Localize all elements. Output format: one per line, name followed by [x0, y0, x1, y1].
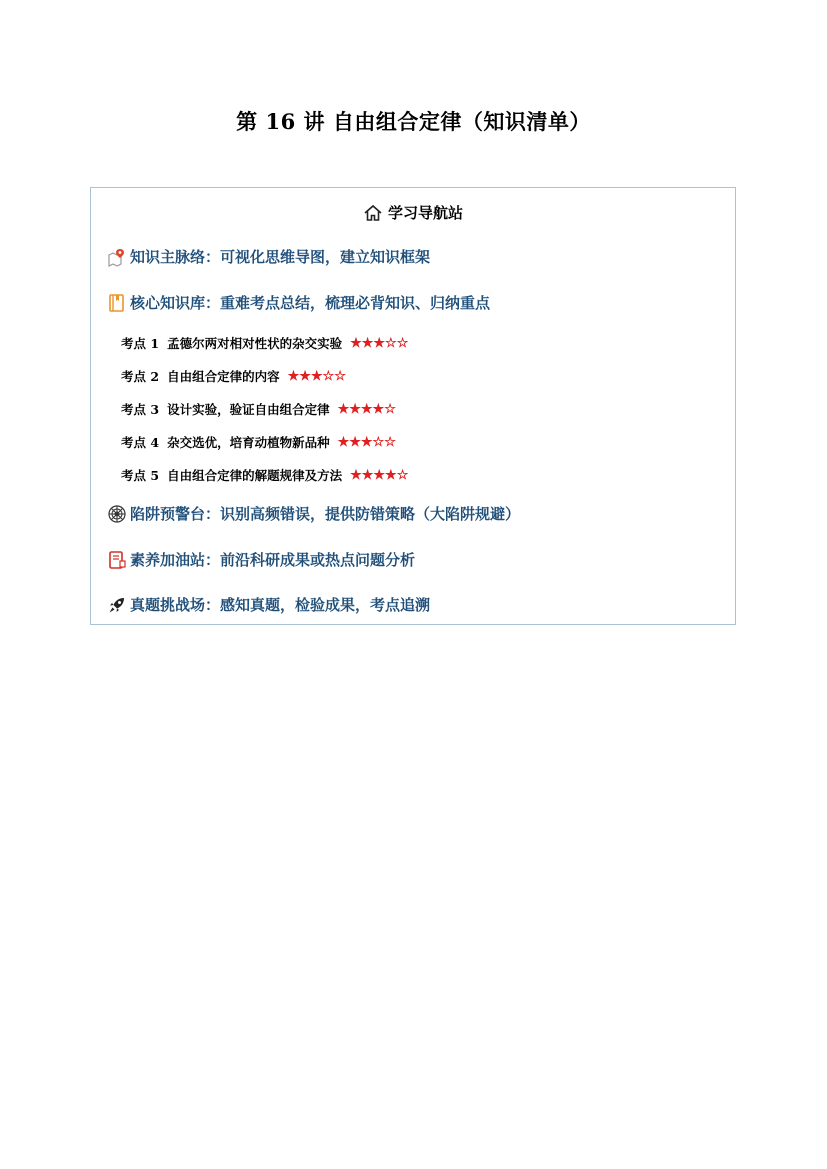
section-desc: ：重难考点总结，梳理必背知识、归纳重点 [205, 294, 491, 312]
section-desc: ：前沿科研成果或热点问题分析 [205, 551, 416, 569]
point-text: 设计实验，验证自由组合定律 [167, 402, 330, 417]
nav-header [91, 202, 735, 223]
exam-point-5[interactable] [121, 466, 408, 484]
home-icon [363, 203, 383, 223]
section-core-knowledge[interactable] [107, 292, 490, 313]
map-pin-icon [107, 247, 127, 267]
page-title: 第 16 讲 自由组合定律（知识清单） [236, 109, 591, 134]
point-label: 考点 3 [121, 402, 160, 417]
section-desc: ：识别高频错误，提供防错策略（大陷阱规避） [205, 505, 521, 523]
rating-stars: ★★★★☆ [350, 467, 409, 483]
section-exam-challenge[interactable] [107, 594, 430, 615]
rating-stars: ★★★★☆ [337, 401, 396, 417]
learning-navigation-box [90, 187, 736, 625]
exam-point-1[interactable] [121, 334, 408, 352]
exam-point-3[interactable] [121, 400, 396, 418]
section-label: 陷阱预警台 [130, 505, 206, 523]
section-label: 真题挑战场 [130, 596, 206, 614]
rating-stars: ★★★☆☆ [350, 335, 409, 351]
section-desc: ：感知真题，检验成果，考点追溯 [205, 596, 431, 614]
point-text: 自由组合定律的内容 [167, 369, 280, 384]
web-icon [107, 504, 127, 524]
point-text: 孟德尔两对相对性状的杂交实验 [167, 336, 343, 351]
book-icon [107, 293, 127, 313]
section-desc: ：可视化思维导图，建立知识框架 [205, 248, 431, 266]
point-label: 考点 2 [121, 369, 160, 384]
section-trap-warning[interactable] [107, 503, 520, 524]
point-label: 考点 4 [121, 435, 160, 450]
nav-header-text: 学习导航站 [387, 204, 463, 222]
exam-point-2[interactable] [121, 367, 346, 385]
point-label: 考点 5 [121, 468, 160, 483]
point-text: 杂交选优，培育动植物新品种 [167, 435, 330, 450]
section-literacy-station[interactable] [107, 549, 415, 570]
rating-stars: ★★★☆☆ [337, 434, 396, 450]
section-label: 知识主脉络 [130, 248, 206, 266]
rocket-icon [107, 595, 127, 615]
section-label: 素养加油站 [130, 551, 206, 569]
rating-stars: ★★★☆☆ [287, 368, 346, 384]
section-knowledge-map[interactable] [107, 246, 430, 267]
section-label: 核心知识库 [130, 294, 206, 312]
exam-point-4[interactable] [121, 433, 396, 451]
tablet-icon [107, 550, 127, 570]
point-text: 自由组合定律的解题规律及方法 [167, 468, 343, 483]
point-label: 考点 1 [121, 336, 160, 351]
